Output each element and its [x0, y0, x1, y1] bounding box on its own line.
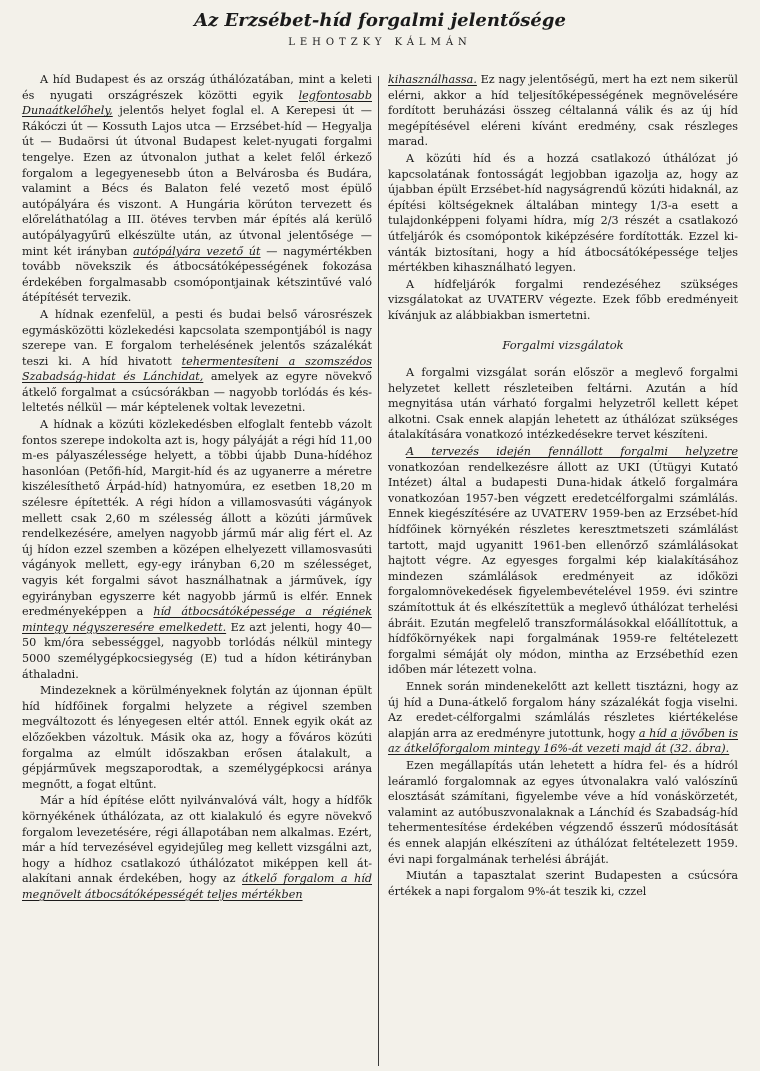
- paragraph: Miután a tapasztalat szerint Budapesten a csúcsóra értékek a napi forgalom 9%-át teszik ki, czzel: [388, 869, 738, 898]
- paragraph: Már a híd építése előtt nyilvánvalóvá vált, hogy a hídfők környékének úthálózata, az ott kialakuló és egyre növekvő forgalom levezetésére, régi állapotában nem alkalmas. Ezért, már a híd tervezésével egyidejűleg meg kellett vizsgálni azt, hogy a hídhoz csatlakozó úthálózatot miképpen kell átalakítani annak érdekében, hogy az átkelő forgalom a híd megnövelt átbocsátóképességét teljes mértékben: [22, 794, 373, 901]
- paragraph: A forgalmi vizsgálat során először a meglevő forgalmi helyzetet kellett részleteiben feltárni. Azután a híd megnyitása után várható forgalmi helyzetről kellett képet alkotni. Csak ennek alapján lehetett az úthálózat szükséges átalakítására vonatkozó intézkedésekre tervet készíteni.: [388, 366, 738, 442]
- paragraph: kihasználhassa. Ez nagy jelentőségű, mert ha ezt nem sikerül elérni, akkor a híd teljesítőképességének megnövelésére fordított beruházási összeg céltalanná válik és az új híd megépítésével eléreni kívánt eredmény, csak részleges marad.: [388, 73, 738, 149]
- left-column: [22, 72, 372, 902]
- section-heading: Forgalmi vizsgálatok: [502, 337, 624, 352]
- author-name: LEHOTZKY KÁLMÁN: [288, 37, 472, 48]
- paragraph: A hídfeljárók forgalmi rendezéséhez szükséges vizsgálatokat az UVATERV végezte. Ezek főbb eredményeit kívánjuk az alábbiakban ismertetni.: [388, 277, 738, 322]
- article-body: [22, 72, 738, 902]
- paragraph: A hídnak ezenfelül, a pesti és budai belső városrészek egymásközötti közlekedési kapcsolata szempontjából is nagy szerepe van. E forgalom terhelésének jelentős százalékát teszi ki. A híd hivatott tehermentesíteni a szomszédos Szabadság-hidat és Lánchidat, amelyek az egyre növekvő átkelő forgalmat a csúcsórákban — nagyobb torlódás és késleltetés nélkül — már képtelenek voltak levezetni.: [22, 307, 372, 415]
- right-column: [388, 72, 738, 902]
- paragraph: Mindezeknek a körülményeknek folytán az újonnan épült híd hídfőinek forgalmi helyzete a régivel szemben megváltozott és lényegesen eltér attól. Ennek egyik okát az előzőekben vázoltuk. Másik oka az, hogy a főváros közúti forgalma az elmúlt időszakban erősen átalakult, a gépjárművek megszaporodtak, a személygépkocsi aránya megnőtt, a fogat eltűnt.: [22, 684, 372, 791]
- column-divider: [378, 76, 379, 1066]
- paragraph: A hídnak a közúti közlekedésben elfoglalt fentebb vázolt fontos szerepe indokolta azt is, hogy pályáját a régi híd 11,00 m-es pályaszélessége helyett, a többi újabb Duna-hídéhoz hasonlóan (Petőfi-híd, Margit-híd és az ugyanerre a méretre kiszélesíthető Árpád-híd) hatnyomúra, ez esetben 18,20 m szélesre építették. A régi hídon a villamosvasúti vágányok mellett csak 2,60 m szélesség állott a közúti járművek rendelkezésére, amelyen nagyobb jármű már alig fért el. Az új hídon ezzel szemben a középen elhelyezett villamosvasúti vágányok mellett, egy-egy irányban 6,20 m szélességet, vagyis két forgalmi sávot használhatnak a járművek, így egyirányban egyszerre két nagyobb jármű is elfér. Ennek eredményeképpen a híd átbocsátóképessége a régiének mintegy négyszeresére emelkedett. Ez azt jelenti, hogy 40—50 km/óra sebességgel, nagyobb torlódás nélkül mintegy 5000 személygépkocsiegység (E) tud a hídon kétirányban áthaladni.: [22, 418, 372, 681]
- paragraph: Ennek során mindenekelőtt azt kellett tisztázni, hogy az új híd a Duna-átkelő forgalom hány százalékát fogja viselni. Az eredet-célforgalmi számlálás részletes kiértékelése alapján arra az eredményre jutottunk, hogy a híd a jövőben is az átkelőforgalom mintegy 16%-át vezeti majd át (32. ábra).: [388, 679, 739, 756]
- paragraph: Ezen megállapítás után lehetett a hídra fel- és a hídról leáramló forgalomnak az egyes útvonalakra való valószínű elosztását számítani, figyelembe véve a híd vonáskörzetét, valamint az autóbuszvonalaknak a Lánchíd és Szabadság-híd tehermentesítése érdekében végzendő ésszerű módosítását és ennek alapján elkészíteni az úthálózat feltételezett 1959. évi napi forgalmának terhelési ábráját.: [388, 758, 738, 866]
- article-title: Az Erzsébet-híd forgalmi jelentősége: [194, 10, 566, 31]
- paragraph: A híd Budapest és az ország úthálózatában, mint a keleti és nyugati országrészek közötti egyik legfontosabb Dunaátkelőhely, jelentős helyet foglal el. A Kerepesi út — Rákóczi út — Kossuth Lajos utca — Erzsébet-híd — Hegyalja út — Budaörsi út útvonal Budapest kelet-nyugati forgalmi tengelye. Ezen az útvonalon juthat a kelet felől érkező forgalom a legegyenesebb úton a Belvárosba és Budára, valamint a Bécs és Balaton felé vezető most épülő autópályára és viszont. A Hungária körúton tervezett és előreláthatólag a III. ötéves tervben már építés alá kerülő autópályagyűrű elkészülte után, az útvonal jelentősége — mint két irányban autópályára vezető út — nagymértékben tovább növekszik és átbocsátóképességének fokozása érdekében forgalmasabb csomópontjainak kétszintűvé való átépítését tervezik.: [22, 73, 372, 305]
- paragraph: A tervezés idején fennállott forgalmi helyzetre vonatkozóan rendelkezésre állott az UKI (Útügyi Kutató Intézet) által a budapesti Duna-hidak átkelő forgalmára vonatkozóan 1957-ben végzett eredetcélforgalmi számlálás. Ennek kiegészítésére az UVATERV 1959-ben az Erzsébet-híd hídfőinek környékén részletes keresztmetszeti számlálást tartott, majd ugyanitt 1961-ben ellenőrző számlálásokat hajtott végre. Az egyesges forgalmi kép kialakításához mindezen számlálások eredményeit az időközi forgalomnövekedések figyelembevételével 1959. évi szintre számítottuk át és elkészítettük a meglevő úthálózat terhelési ábráit. Ezután megfelelő transzformálásokkal előállítottuk, a hídfőkörnyékek napi forgalmának 1959-re feltételezett forgalmi sémáját oly módon, mintha az Erzsébethíd ezen időben már létezett volna.: [388, 445, 738, 677]
- paragraph: A közúti híd és a hozzá csatlakozó úthálózat jó kapcsolatának fontosságát legjobban igazolja az, hogy az újabban épült Erzsébet-híd nagyságrendű közúti hidaknál, az építési költségeknek általában mintegy 1/3-a esett a tulajdonképpeni folyami hídra, míg 2/3 részét a csatlakozó útfeljárók és csomópontok kiképzésére fordították. Ezzel kivánták biztosítani, hogy a híd átbocsátóképessége teljes mértékben kihasználható legyen.: [388, 151, 739, 275]
